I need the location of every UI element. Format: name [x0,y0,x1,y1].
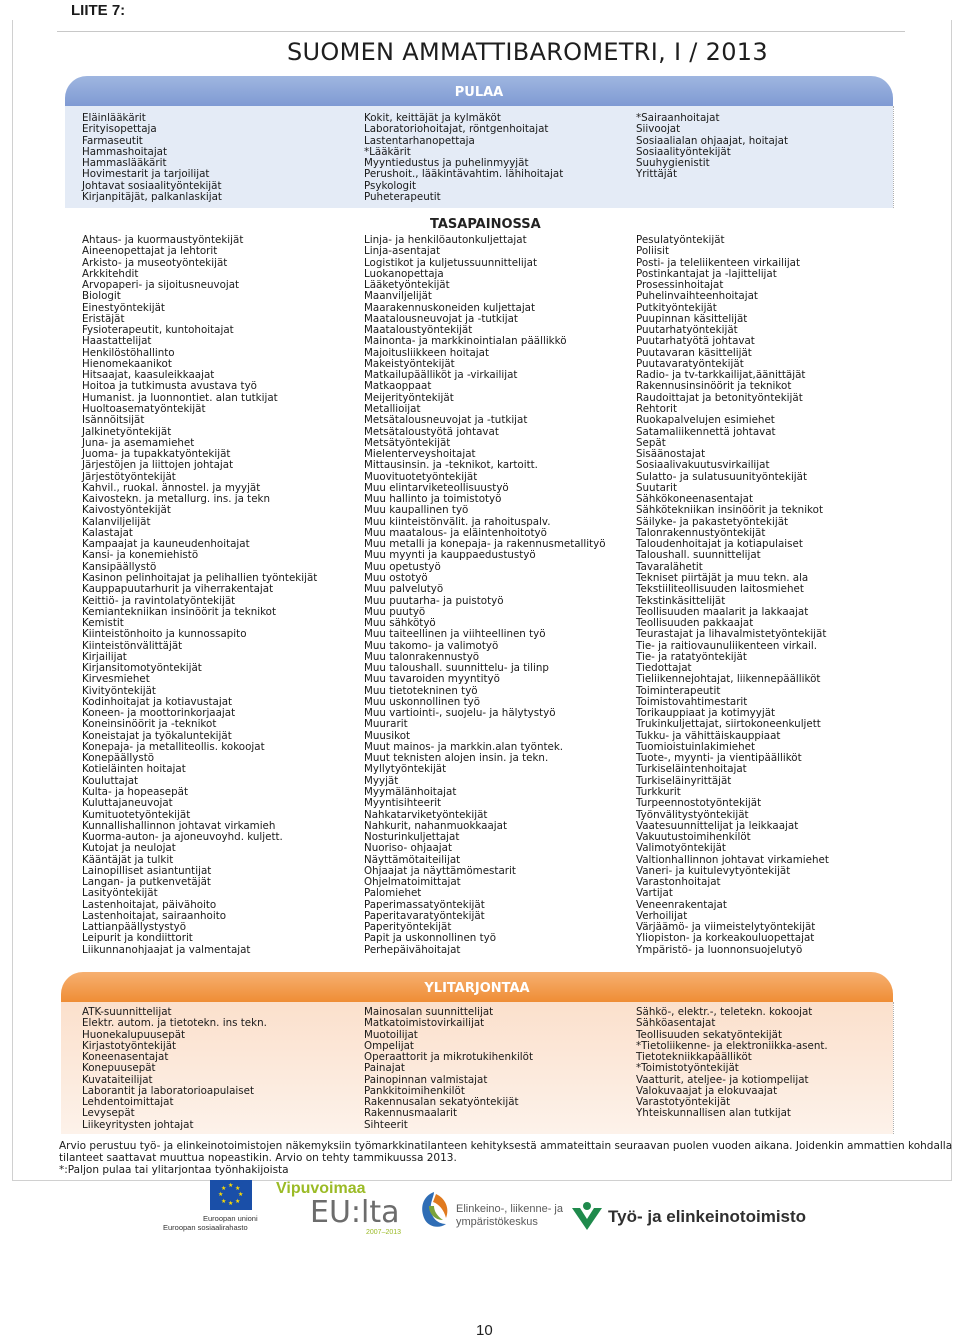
list-item: Eläinlääkärit [82,112,146,124]
list-item: Kääntäjät ja tulkit [82,853,174,866]
ylitarjontaa-col-1 [82,1007,267,1131]
divider [57,31,905,32]
list-item: Veneenrakentajat [636,898,727,911]
list-item: Muu uskonnollinen työ [364,695,481,708]
list-item: Luokanopettaja [364,267,444,280]
list-item: Muu hallinto ja toimistotyö [364,493,502,506]
list-item: Kulta- ja hopeasepät [82,786,188,799]
eulta-logo-text: EU:lta [310,1195,400,1230]
pulaa-col-2 [364,113,563,203]
ely-logo-text [456,1203,563,1229]
list-item: Perushoit., lääkintävahtim. lähihoitajat [364,168,564,181]
list-item: Myyjät [364,774,399,787]
list-item: Teurastajat ja lihavalmistetyöntekijät [636,628,827,641]
list-item: Tiedottajat [636,662,692,675]
list-item: Puupinnan käsittelijät [636,312,748,325]
list-item: Liikeyritysten johtajat [82,1118,194,1131]
footnote-line: tilanteet saattavat muuttua nopeastikin. Arvio on tehty tammikuussa 2013. [59,1152,457,1164]
list-item: Kunnallishallinnon johtavat virkamieh [82,819,276,832]
list-item: Mainonta- ja markkinointialan päällikkö [364,335,567,348]
list-item: Perhepäivähoitajat [364,943,461,956]
list-item: Värjäämö- ja viimeistelytyöntekijät [636,921,816,934]
list-item: Muu elintarviketeollisuustyö [364,481,509,494]
list-item: Vaatesuunnittelijat ja leikkaajat [636,819,799,832]
list-item: Torikauppiaat ja kotimyyjät [636,707,776,720]
list-item: Muu metalli ja konepaja- ja rakennusmetallityö [364,538,606,551]
list-item: Myyntisihteerit [364,797,442,810]
list-item: Psykologit [364,179,416,192]
list-item: Teollisuuden sekatyöntekijät [636,1028,782,1041]
ylitarjontaa-heading: YLITARJONTAA [61,972,893,1002]
list-item: Metsätyöntekijät [364,436,451,449]
list-item: Muu tietotekninen työ [364,684,478,697]
footnote-line: *:Paljon pulaa tai ylitarjontaa työnhakijoista [59,1164,289,1176]
list-item: Mittausinsin. ja -teknikot, kartoitt. [364,459,538,472]
ely-line: Elinkeino-, liikenne- ja [456,1203,563,1215]
list-item: Lastenhoitajat, päivähoito [82,898,217,911]
panel-edge [893,1002,899,1134]
list-item: Tekstiiliteollisuuden laitosmiehet [636,583,804,596]
logo-strip [160,1178,820,1240]
tasapainossa-col-3 [636,235,829,956]
list-item: Hammashoitajat [82,145,168,158]
list-item: Myyntiedustus ja puhelinmyyjät [364,157,529,170]
list-item: Koneistajat ja työkaluntekijät [82,729,232,742]
list-item: Puutavaratyöntekijät [636,357,744,370]
list-item: Sisäänostajat [636,448,706,461]
list-item: Kiinteistönhoito ja kunnossapito [82,628,247,641]
list-item: Satamaliikennettä johtavat [636,425,776,438]
list-item: Painajat [364,1062,405,1075]
list-item: Muu tavaroiden myyntityö [364,673,500,686]
list-item: Meijerityöntekijät [364,391,454,404]
list-item: Leipurit ja kondiittorit [82,932,193,945]
list-item: Työnvälitystyöntekijät [636,808,749,821]
list-item: Juna- ja asemamiehet [82,436,195,449]
list-item: Haastattelijat [82,335,152,348]
list-item: Muotoilijat [364,1028,418,1041]
list-item: Puutavaran käsittelijät [636,346,752,359]
list-item: Ohjaajat ja näyttämömestarit [364,864,516,877]
list-item: Siivoojat [636,123,681,136]
list-item: Järjestöjen ja liittojen johtajat [82,459,234,472]
list-item: Kotieläinten hoitajat [82,763,186,776]
tasapainossa-col-2 [364,235,606,956]
list-item: Metsätalousneuvojat ja -tutkijat [364,414,528,427]
list-item: Kansipäällystö [82,560,157,573]
eu-flag-icon: ★ ★ ★ ★ ★ ★ ★ ★ [210,1180,252,1210]
list-item: Kirvesmiehet [82,673,150,686]
list-item: Tie- ja ratatyöntekijät [636,650,747,663]
pulaa-col-1 [82,113,222,203]
list-item: Lastenhoitajat, sairaanhoito [82,909,227,922]
list-item: Valtionhallinnon johtavat virkamiehet [636,853,829,866]
list-item: Muu kiinteistönvälit. ja rahoituspalv. [364,515,551,528]
footnote-line: Arvio perustuu työ- ja elinkeinotoimistojen näkemyksiin työmarkkinatilanteen kehityksestä ammateittain seuraavan puolen vuoden aikana. Joidenkin ammattien kohdalla [59,1140,953,1152]
list-item: Teollisuuden maalarit ja lakkaajat [636,605,809,618]
list-item: Muu talonrakennustyö [364,650,480,663]
list-item: Suutarit [636,481,678,494]
list-item: Kasinon pelinhoitajat ja pelihallien työntekijät [82,571,318,584]
list-item: Sosiaalityöntekijät [636,145,731,158]
pulaa-col-3 [636,113,788,181]
list-item: Konepaja- ja metalliteollis. kokoojat [82,740,265,753]
list-item: Sähköasentajat [636,1017,716,1030]
list-item: Sosiaalialan ohjaajat, hoitajat [636,134,788,147]
pulaa-heading: PULAA [65,76,893,106]
list-item: Nosturinkuljettajat [364,831,460,844]
list-item: Levysepät [82,1107,135,1120]
list-item: Myymälänhoitajat [364,786,457,799]
list-item: Juoma- ja tupakkatyöntekijät [82,448,231,461]
list-item: Kuvataiteilijat [82,1073,153,1086]
list-item: Muu myynti ja kauppaedustustyö [364,549,536,562]
list-item: Sulatto- ja sulatusuunityöntekijät [636,470,808,483]
list-item: Metsätaloustyötä johtavat [364,425,499,438]
list-item: Aineenopettajat ja lehtorit [82,245,218,258]
list-item: Muu sähkötyö [364,617,436,630]
list-item: Postinkantajat ja -lajittelijat [636,267,777,280]
eu-caption: Euroopan unioni [203,1214,258,1223]
list-item: Hovimestarit ja tarjoilijat [82,168,210,181]
list-item: Matkaoppaat [364,380,432,393]
list-item: Säilyke- ja pakastetyöntekijät [636,515,789,528]
list-item: Rehtorit [636,402,678,415]
list-item: Muu taiteellinen ja viihteellinen työ [364,628,546,641]
list-item: Elektr. autom. ja tietotekn. ins tekn. [82,1017,267,1030]
list-item: Vakuutustoimihenkilöt [636,831,751,844]
list-item: Muut teknisten alojen insin. ja tekn. [364,752,549,765]
list-item: Tieliikennejohtajat, liikennepäälliköt [636,673,821,686]
te-logo-text: Työ- ja elinkeinotoimisto [608,1207,807,1226]
list-item: Muu maatalous- ja eläintenhoitotyö [364,526,547,539]
list-item: Maanviljelijät [364,290,432,303]
ylitarjontaa-col-3 [636,1007,828,1120]
list-item: Lainopilliset asiantuntijat [82,864,212,877]
list-item: Koneen- ja moottorinkorjaajat [82,707,236,720]
list-item: Rakennusinsinöörit ja teknikot [636,380,792,393]
list-item: Yliopiston- ja korkeakouluopettajat [636,932,815,945]
tasapainossa-heading: TASAPAINOSSA [430,217,541,232]
list-item: Nahkurit, nahanmuokkaajat [364,819,508,832]
list-item: Ohjelmatoimittajat [364,876,461,889]
list-item: *Sairaanhoitajat [636,112,720,124]
list-item: Kaivostyöntekijät [82,504,171,517]
list-item: Hitsaajat, kaasuleikkaajat [82,369,215,382]
list-item: Näyttämötaiteilijat [364,853,461,866]
list-item: Makeistyöntekijät [364,357,455,370]
list-item: Lattianpäällystystyö [82,921,187,934]
list-item: ATK-suunnittelijat [82,1006,172,1018]
list-item: Kutojat ja neulojat [82,842,176,855]
list-item: Muut mainos- ja markkin.alan työntek. [364,740,564,753]
list-item: Tuomioistuinlakimiehet [636,740,756,753]
list-item: Lääketyöntekijät [364,279,450,292]
list-item: Valimotyöntekijät [636,842,726,855]
list-item: Ahtaus- ja kuormaustyöntekijät [82,234,244,246]
panel-edge [893,106,899,208]
list-item: Muu takomo- ja valimotyö [364,639,499,652]
list-item: Kirjastotyöntekijät [82,1039,177,1052]
list-item: Biologit [82,290,121,303]
list-item: Vaneri- ja kuitulevytyöntekijät [636,864,791,877]
te-logo-icon [570,1200,604,1234]
list-item: Raudoittajat ja betonityöntekijät [636,391,803,404]
list-item: Sähkö-, elektr.-, teletekn. kokoojat [636,1006,813,1018]
list-item: Kalastajat [82,526,133,539]
list-item: Fysioterapeutit, kuntohoitajat [82,324,234,337]
list-item: Nuoriso- ohjaajat [364,842,452,855]
list-item: Teollisuuden pakkaajat [636,617,754,630]
list-item: Papit ja uskonnollinen työ [364,932,497,945]
list-item: Kouluttajat [82,774,139,787]
list-item: Turkiseläintenhoitajat [636,763,747,776]
list-item: Matkailupäälliköt ja -virkailijat [364,369,518,382]
list-item: Einestyöntekijät [82,301,165,314]
list-item: Mielenterveyshoitajat [364,448,476,461]
vipuvoimaa-logo-text: Vipuvoimaa [276,1180,366,1197]
list-item: Sosiaalivakuutusvirkailijat [636,459,770,472]
esf-caption: Euroopan sosiaalirahasto [163,1223,248,1232]
list-item: Turkkurit [636,786,681,799]
list-item: Metallioijat [364,402,421,415]
list-item: Puutarhatyötä johtavat [636,335,755,348]
list-item: Putkityöntekijät [636,301,717,314]
list-item: Yhteiskunnallisen alan tutkijat [636,1107,791,1120]
list-item: Huonekalupuusepät [82,1028,186,1041]
list-item: Kirjansitomotyöntekijät [82,662,202,675]
list-item: Kampaajat ja kauneudenhoitajat [82,538,250,551]
list-item: Muu puutarha- ja puistotyö [364,594,504,607]
list-item: Radio- ja tv-tarkkailijat,äänittäjät [636,369,806,382]
list-item: Johtavat sosiaalityöntekijät [82,179,222,192]
list-item: Muu palvelutyö [364,583,444,596]
list-item: Puutarhatyöntekijät [636,324,738,337]
list-item: Tuote-, myynti- ja vientipäälliköt [636,752,802,765]
list-item: Varastonhoitajat [636,876,721,889]
list-item: Järjestötyöntekijät [82,470,176,483]
page-title: SUOMEN AMMATTIBAROMETRI, I / 2013 [287,38,768,66]
list-item: Linja- ja henkilöautonkuljettajat [364,234,527,246]
list-item: Kuluttajaneuvojat [82,797,173,810]
ely-line: ympäristökeskus [456,1216,538,1228]
list-item: Hienomekaanikot [82,357,172,370]
list-item: Vartijat [636,887,673,900]
list-item: Muu opetustyö [364,560,441,573]
list-item: Maatalousneuvojat ja -tutkijat [364,312,518,325]
list-item: Nahkatarviketyöntekijät [364,808,488,821]
list-item: Lasityöntekijät [82,887,158,900]
list-item: Kemistit [82,617,124,630]
list-item: Kodinhoitajat ja kotiavustajat [82,695,233,708]
list-item: Kansi- ja konemiehistö [82,549,199,562]
list-item: Kalanviljelijät [82,515,151,528]
list-item: Sihteerit [364,1118,408,1131]
list-item: Muu taloushall. suunnittelu- ja tilinp [364,662,549,675]
list-item: Kiinteistönvälittäjät [82,639,183,652]
list-item: Farmaseutit [82,134,143,147]
list-item: Kirjanpitäjät, palkanlaskijat [82,190,222,203]
list-item: Varastotyöntekijät [636,1096,731,1109]
list-item: *Toimistotyöntekijät [636,1062,739,1075]
list-item: Logistikot ja kuljetussuunnittelijat [364,256,537,269]
list-item: Hammaslääkärit [82,157,167,170]
list-item: Kivityöntekijät [82,684,156,697]
list-item: Talonrakennustyöntekijät [636,526,766,539]
list-item: Painopinnan valmistajat [364,1073,488,1086]
list-item: Kokit, keittäjät ja kylmäköt [364,112,501,124]
list-item: Prosessinhoitajat [636,279,724,292]
list-item: Erityisopettaja [82,123,157,136]
list-item: Tekniset piirtäjät ja muu tekn. ala [636,571,809,584]
list-item: Yrittäjät [636,168,677,181]
list-item: Posti- ja teleliikenteen virkailijat [636,256,801,269]
list-item: Operaattorit ja mikrotukihenkilöt [364,1051,534,1064]
list-item: Vaatturit, ateljee- ja kotiompelijat [636,1073,809,1086]
list-item: Taloudenhoitajat ja kotiapulaiset [636,538,803,551]
ylitarjontaa-col-2 [364,1007,533,1131]
list-item: Konepuusepät [82,1062,156,1075]
list-item: Humanist. ja luonnontiet. alan tutkijat [82,391,278,404]
tasapainossa-col-1 [82,235,317,956]
list-item: Muu puutyö [364,605,426,618]
list-item: Turpeennostotyöntekijät [636,797,762,810]
list-item: Trukinkuljettajat, siirtokoneenkuljett [636,718,821,731]
list-item: Ompelijat [364,1039,414,1052]
list-item: Tie- ja raitiovaunuliikenteen virkail. [636,639,818,652]
list-item: Sepät [636,436,666,449]
list-item: Kuorma-auton- ja ajoneuvoyhd. kuljett. [82,831,283,844]
list-item: Muurarit [364,718,408,731]
list-item: Paperityöntekijät [364,921,452,934]
list-item: Paperimassatyöntekijät [364,898,485,911]
list-item: Liikunnanohjaajat ja valmentajat [82,943,251,956]
list-item: Arvopaperi- ja sijoitusneuvojat [82,279,240,292]
program-years: 2007–2013 [366,1229,402,1236]
list-item: Lehdentoimittajat [82,1096,174,1109]
list-item: Muusikot [364,729,411,742]
list-item: Kirjailijat [82,650,127,663]
list-item: Sähkökoneenasentajat [636,493,753,506]
list-item: Muu kaupallinen työ [364,504,469,517]
list-item: Kahvil., ruokal. ännostel. ja myyjät [82,481,261,494]
list-item: Keittiö- ja ravintolatyöntekijät [82,594,236,607]
page-number: 10 [476,1322,493,1339]
list-item: Hoitoa ja tutkimusta avustava työ [82,380,257,393]
list-item: Rakennusalan sekatyöntekijät [364,1096,519,1109]
list-item: Tukku- ja vähittäiskauppiaat [636,729,781,742]
list-item: *Lääkärit [364,145,411,158]
list-item: Poliisit [636,245,669,258]
list-item: Huoltoasematyöntekijät [82,402,206,415]
list-item: Rakennusmaalarit [364,1107,458,1120]
list-item: Arkkitehdit [82,267,139,280]
list-item: Paperitavaratyöntekijät [364,909,485,922]
list-item: Toimistovahtimestarit [636,695,748,708]
list-item: Maataloustyöntekijät [364,324,473,337]
list-item: Pesulatyöntekijät [636,234,725,246]
list-item: Konepäällystö [82,752,155,765]
list-item: Laboratoriohoitajat, röntgenhoitajat [364,123,549,136]
list-item: Palomiehet [364,887,422,900]
list-item: *Tietoliikenne- ja elektroniikka-asent. [636,1039,828,1052]
list-item: Kemiantekniikan insinöörit ja teknikot [82,605,277,618]
list-item: Muovituotetyöntekijät [364,470,478,483]
list-item: Tavaralähetit [636,560,703,573]
list-item: Koneinsinöörit ja -teknikot [82,718,217,731]
list-item: Puhelinvaihteenhoitajat [636,290,758,303]
list-item: Linja-asentajat [364,245,441,258]
list-item: Tekstinkäsittelijät [636,594,726,607]
list-item: Koneenasentajat [82,1051,169,1064]
list-item: Puheterapeutit [364,190,441,203]
list-item: Jalkinetyöntekijät [82,425,172,438]
list-item: Valokuvaajat ja elokuvaajat [636,1084,778,1097]
list-item: Muu vartiointi-, suojelu- ja hälytystyö [364,707,556,720]
list-item: Pankkitoimihenkilöt [364,1084,465,1097]
list-item: Turkiseläinyrittäjät [636,774,732,787]
list-item: Myllytyöntekijät [364,763,447,776]
list-item: Kumituotetyöntekijät [82,808,191,821]
list-item: Mainosalan suunnittelijat [364,1006,494,1018]
list-item: Maarakennuskoneiden kuljettajat [364,301,536,314]
ely-logo-icon [415,1190,453,1230]
list-item: Toiminterapeutit [636,684,721,697]
list-item: Ruokapalvelujen esimiehet [636,414,775,427]
list-item: Verhoilijat [636,909,688,922]
list-item: Kaivostekn. ja metallurg. ins. ja tekn [82,493,271,506]
list-item: Tietotekniikkapäälliköt [636,1051,752,1064]
list-item: Lastentarhanopettaja [364,134,475,147]
list-item: Eristäjät [82,312,125,325]
list-item: Muu ostotyö [364,571,428,584]
list-item: Kauppapuutarhurit ja viherrakentajat [82,583,274,596]
footnote [59,1140,953,1176]
list-item: Taloushall. suunnittelijat [636,549,761,562]
list-item: Sähkötekniikan insinöörit ja teknikot [636,504,823,517]
list-item: Isännöitsijät [82,414,145,427]
list-item: Majoitusliikkeen hoitajat [364,346,489,359]
list-item: Henkilöstöhallinto [82,346,175,359]
list-item: Langan- ja putkenvetäjät [82,876,211,889]
list-item: Laborantit ja laboratorioapulaiset [82,1084,255,1097]
appendix-label: LIITE 7: [71,2,126,19]
list-item: Ympäristö- ja luonnonsuojelutyö [636,943,803,956]
list-item: Suuhygienistit [636,157,710,170]
list-item: Arkisto- ja museotyöntekijät [82,256,228,269]
list-item: Matkatoimistovirkailijat [364,1017,485,1030]
